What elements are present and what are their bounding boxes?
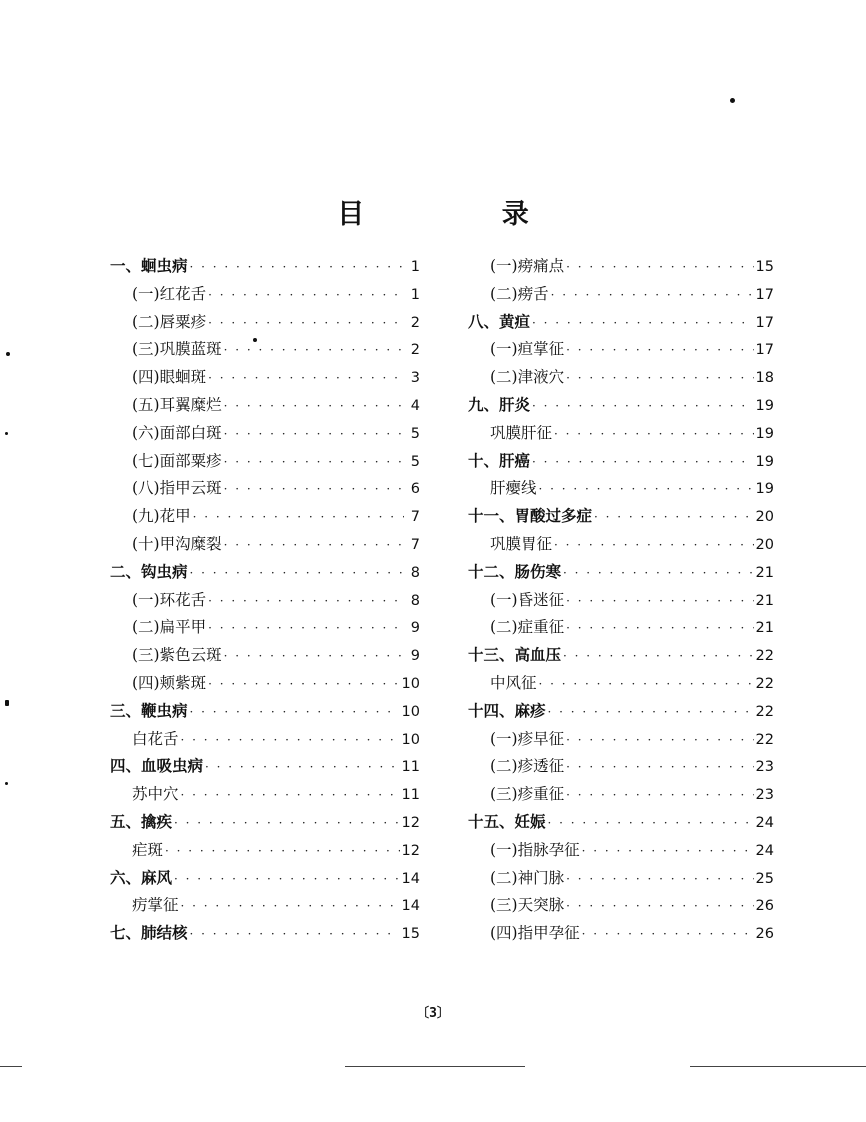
toc-entry-page: 20 bbox=[755, 536, 774, 553]
toc-entry-page: 7 bbox=[410, 509, 420, 526]
toc-entry-page: 17 bbox=[755, 286, 774, 303]
dot-leader bbox=[551, 282, 754, 310]
toc-entry-page: 14 bbox=[401, 898, 420, 915]
dot-leader bbox=[224, 421, 404, 449]
toc-entry-label: 十四、麻疹 bbox=[468, 701, 546, 720]
toc-entry-page: 19 bbox=[755, 453, 774, 470]
dot-leader bbox=[208, 671, 399, 699]
dot-leader bbox=[224, 337, 404, 365]
toc-column-left bbox=[110, 253, 420, 948]
dot-leader bbox=[582, 921, 754, 949]
toc-entry-label: 六、麻风 bbox=[110, 868, 173, 887]
toc-entry-label: 巩膜肝征 bbox=[490, 423, 553, 442]
dot-leader bbox=[563, 560, 754, 588]
toc-entry-page: 4 bbox=[410, 397, 420, 414]
toc-entry-page: 19 bbox=[755, 481, 774, 498]
dot-leader bbox=[532, 310, 754, 338]
toc-entry bbox=[110, 698, 420, 726]
dot-leader bbox=[190, 921, 400, 949]
toc-entry bbox=[468, 753, 774, 781]
scan-edge-line bbox=[0, 1066, 22, 1067]
toc-entry-label: (三)紫色云斑 bbox=[132, 646, 222, 665]
toc-entry-page: 15 bbox=[401, 926, 420, 943]
toc-entry-label: (二)痨舌 bbox=[490, 284, 549, 303]
toc-entry-label: (八)指甲云斑 bbox=[132, 479, 222, 498]
toc-entry-label: (九)花甲 bbox=[132, 507, 191, 526]
toc-entry bbox=[110, 503, 420, 531]
dot-leader bbox=[174, 866, 400, 894]
toc-entry-label: (七)面部粟疹 bbox=[132, 451, 222, 470]
toc-entry-label: 七、肺结核 bbox=[110, 924, 188, 943]
toc-entry bbox=[110, 420, 420, 448]
toc-entry-page: 22 bbox=[755, 648, 774, 665]
dot-leader bbox=[566, 754, 753, 782]
toc-entry-page: 22 bbox=[755, 703, 774, 720]
toc-entry-label: (一)疹早征 bbox=[490, 729, 565, 748]
toc-entry-label: 四、血吸虫病 bbox=[110, 757, 204, 776]
dot-leader bbox=[566, 615, 753, 643]
toc-entry bbox=[110, 281, 420, 309]
dot-leader bbox=[532, 393, 754, 421]
toc-entry bbox=[468, 364, 774, 392]
dot-leader bbox=[224, 532, 404, 560]
toc-entry-label: (三)天突脉 bbox=[490, 896, 565, 915]
toc-entry bbox=[110, 781, 420, 809]
toc-entry bbox=[468, 503, 774, 531]
toc-entry bbox=[110, 920, 420, 948]
dot-leader bbox=[539, 671, 754, 699]
dot-leader bbox=[205, 754, 400, 782]
toc-entry-label: 十三、高血压 bbox=[468, 646, 562, 665]
toc-entry bbox=[110, 309, 420, 337]
dot-leader bbox=[190, 560, 404, 588]
dot-leader bbox=[190, 699, 400, 727]
dot-leader bbox=[224, 476, 404, 504]
toc-entry-label: 二、钩虫病 bbox=[110, 562, 188, 581]
toc-entry-page: 11 bbox=[401, 759, 420, 776]
toc-entry bbox=[468, 253, 774, 281]
toc-entry bbox=[110, 253, 420, 281]
toc-entry-page: 17 bbox=[755, 314, 774, 331]
toc-entry-label: 五、擒疾 bbox=[110, 812, 173, 831]
toc-entry-label: 疟斑 bbox=[132, 840, 164, 859]
toc-entry-label: 肝瘿线 bbox=[490, 479, 537, 498]
dot-leader bbox=[181, 893, 400, 921]
toc-entry bbox=[468, 698, 774, 726]
toc-entry-page: 25 bbox=[755, 870, 774, 887]
toc-entry bbox=[468, 420, 774, 448]
toc-entry-page: 11 bbox=[401, 787, 420, 804]
toc-entry bbox=[110, 753, 420, 781]
toc-entry bbox=[110, 642, 420, 670]
toc-column-right bbox=[468, 253, 774, 948]
toc-entry-label: (一)指脉孕征 bbox=[490, 840, 580, 859]
toc-entry-page: 17 bbox=[755, 342, 774, 359]
toc-entry-label: 中风征 bbox=[490, 673, 537, 692]
toc-entry-label: 白花舌 bbox=[132, 729, 179, 748]
dot-leader bbox=[190, 254, 404, 282]
toc-entry-label: (六)面部白斑 bbox=[132, 423, 222, 442]
dot-leader bbox=[193, 504, 404, 532]
toc-entry-page: 19 bbox=[755, 397, 774, 414]
toc-entry-page: 2 bbox=[410, 342, 420, 359]
dot-leader bbox=[566, 893, 753, 921]
toc-entry bbox=[468, 614, 774, 642]
dot-leader bbox=[208, 365, 404, 393]
toc-entry-page: 12 bbox=[401, 842, 420, 859]
dot-leader bbox=[224, 449, 404, 477]
toc-entry bbox=[468, 587, 774, 615]
toc-entry bbox=[110, 448, 420, 476]
toc-entry-label: 一、蛔虫病 bbox=[110, 257, 188, 275]
dot-leader bbox=[181, 782, 400, 810]
toc-entry-page: 5 bbox=[410, 425, 420, 442]
toc-entry bbox=[468, 309, 774, 337]
toc-entry bbox=[110, 336, 420, 364]
dot-leader bbox=[224, 643, 404, 671]
toc-entry-label: 十五、妊娠 bbox=[468, 812, 546, 831]
toc-entry-page: 23 bbox=[755, 759, 774, 776]
toc-entry-page: 10 bbox=[401, 675, 420, 692]
toc-entry-label: (三)疹重征 bbox=[490, 785, 565, 804]
toc-entry bbox=[468, 670, 774, 698]
toc-entry-label: (二)唇粟疹 bbox=[132, 312, 207, 331]
toc-entry-label: (三)巩膜蓝斑 bbox=[132, 340, 222, 359]
toc-entry-label: (二)症重征 bbox=[490, 618, 565, 637]
toc-entry-page: 12 bbox=[401, 814, 420, 831]
toc-entry-label: (一)昏迷征 bbox=[490, 590, 565, 609]
toc-entry-label: 十、肝癌 bbox=[468, 451, 531, 470]
toc-entry-page: 8 bbox=[410, 592, 420, 609]
toc-entry-page: 21 bbox=[755, 564, 774, 581]
toc-entry bbox=[110, 865, 420, 893]
dot-leader bbox=[554, 421, 754, 449]
dot-leader bbox=[208, 282, 404, 310]
toc-entry-label: 十二、肠伤寒 bbox=[468, 562, 562, 581]
toc-entry-page: 22 bbox=[755, 731, 774, 748]
toc-entry-page: 1 bbox=[410, 259, 420, 275]
dot-leader bbox=[563, 643, 754, 671]
toc-entry bbox=[468, 475, 774, 503]
dot-leader bbox=[208, 310, 404, 338]
toc-entry-label: (一)环花舌 bbox=[132, 590, 207, 609]
toc-entry bbox=[468, 837, 774, 865]
dot-leader bbox=[181, 727, 400, 755]
dot-leader bbox=[548, 810, 754, 838]
toc-entry bbox=[468, 892, 774, 920]
dot-leader bbox=[566, 337, 753, 365]
toc-entry-page: 21 bbox=[755, 592, 774, 609]
toc-entry bbox=[468, 531, 774, 559]
toc-entry bbox=[110, 837, 420, 865]
toc-entry-label: (四)指甲孕征 bbox=[490, 924, 580, 943]
dot-leader bbox=[224, 393, 404, 421]
toc-entry-page: 3 bbox=[410, 370, 420, 387]
toc-entry-label: (一)红花舌 bbox=[132, 284, 207, 303]
toc-entry-page: 24 bbox=[755, 842, 774, 859]
toc-entry-label: 三、鞭虫病 bbox=[110, 701, 188, 720]
toc-entry-label: (十)甲沟糜裂 bbox=[132, 534, 222, 553]
scan-edge-line bbox=[345, 1066, 525, 1067]
toc-entry-label: 八、黄疸 bbox=[468, 312, 531, 331]
toc-entry-page: 15 bbox=[755, 259, 774, 275]
toc-entry-page: 1 bbox=[410, 286, 420, 303]
dot-leader bbox=[594, 504, 754, 532]
toc-entry-label: (二)神门脉 bbox=[490, 868, 565, 887]
toc-entry bbox=[468, 642, 774, 670]
toc-entry-label: (二)扁平甲 bbox=[132, 618, 207, 637]
toc-entry bbox=[468, 809, 774, 837]
page-number: 〔3〕 bbox=[416, 1006, 450, 1021]
toc-entry bbox=[468, 392, 774, 420]
dot-leader bbox=[539, 476, 754, 504]
toc-entry bbox=[468, 726, 774, 754]
toc-entry bbox=[110, 475, 420, 503]
dot-leader bbox=[554, 532, 754, 560]
toc-entry-label: 巩膜胃征 bbox=[490, 534, 553, 553]
dot-leader bbox=[174, 810, 400, 838]
toc-entry bbox=[110, 809, 420, 837]
toc-entry bbox=[110, 559, 420, 587]
dot-leader bbox=[566, 588, 753, 616]
dot-leader bbox=[165, 838, 400, 866]
dot-leader bbox=[208, 588, 404, 616]
toc-entry-label: (四)眼蛔斑 bbox=[132, 368, 207, 387]
toc-entry-label: (四)颊紫斑 bbox=[132, 673, 207, 692]
dot-leader bbox=[566, 365, 753, 393]
toc-entry-page: 23 bbox=[755, 787, 774, 804]
toc-entry bbox=[110, 670, 420, 698]
toc-entry-page: 6 bbox=[410, 481, 420, 498]
dot-leader bbox=[566, 254, 753, 282]
dot-leader bbox=[208, 615, 404, 643]
toc-entry bbox=[110, 614, 420, 642]
toc-entry bbox=[468, 281, 774, 309]
toc-entry-label: (二)疹透征 bbox=[490, 757, 565, 776]
toc-entry bbox=[110, 892, 420, 920]
toc-entry-page: 5 bbox=[410, 453, 420, 470]
toc-entry bbox=[110, 531, 420, 559]
toc-entry-page: 21 bbox=[755, 620, 774, 637]
toc-entry-label: 苏中穴 bbox=[132, 785, 179, 804]
dot-leader bbox=[566, 782, 753, 810]
toc-entry bbox=[468, 781, 774, 809]
toc-entry bbox=[468, 920, 774, 948]
page-title: 目 录 bbox=[337, 199, 593, 230]
toc-entry-label: (一)痨痛点 bbox=[490, 257, 565, 275]
dot-leader bbox=[582, 838, 754, 866]
toc-entry-label: 九、肝炎 bbox=[468, 395, 531, 414]
toc-entry-page: 26 bbox=[755, 926, 774, 943]
toc-entry-label: 疠掌征 bbox=[132, 896, 179, 915]
toc-entry bbox=[110, 364, 420, 392]
toc-entry-page: 26 bbox=[755, 898, 774, 915]
scan-edge-line bbox=[690, 1066, 866, 1067]
toc-entry bbox=[110, 392, 420, 420]
toc-entry bbox=[468, 865, 774, 893]
toc-entry bbox=[468, 448, 774, 476]
dot-leader bbox=[532, 449, 754, 477]
toc-entry-page: 14 bbox=[401, 870, 420, 887]
toc-entry bbox=[110, 587, 420, 615]
toc-entry-label: (一)疸掌征 bbox=[490, 340, 565, 359]
dot-leader bbox=[548, 699, 754, 727]
toc-entry-label: (五)耳翼糜烂 bbox=[132, 395, 222, 414]
toc-entry-page: 9 bbox=[410, 620, 420, 637]
toc-entry bbox=[468, 336, 774, 364]
toc-entry-page: 24 bbox=[755, 814, 774, 831]
toc-entry-page: 8 bbox=[410, 564, 420, 581]
toc-entry-page: 10 bbox=[401, 703, 420, 720]
toc-entry-page: 9 bbox=[410, 648, 420, 665]
toc-entry-page: 18 bbox=[755, 370, 774, 387]
toc-entry-page: 7 bbox=[410, 536, 420, 553]
toc-entry bbox=[468, 559, 774, 587]
toc-entry bbox=[110, 726, 420, 754]
toc-entry-page: 10 bbox=[401, 731, 420, 748]
toc-entry-label: (二)津液穴 bbox=[490, 368, 565, 387]
toc-entry-page: 19 bbox=[755, 425, 774, 442]
toc-entry-label: 十一、胃酸过多症 bbox=[468, 507, 593, 526]
toc-entry-page: 2 bbox=[410, 314, 420, 331]
dot-leader bbox=[566, 866, 753, 894]
toc-entry-page: 20 bbox=[755, 509, 774, 526]
dot-leader bbox=[566, 727, 753, 755]
toc-entry-page: 22 bbox=[755, 675, 774, 692]
